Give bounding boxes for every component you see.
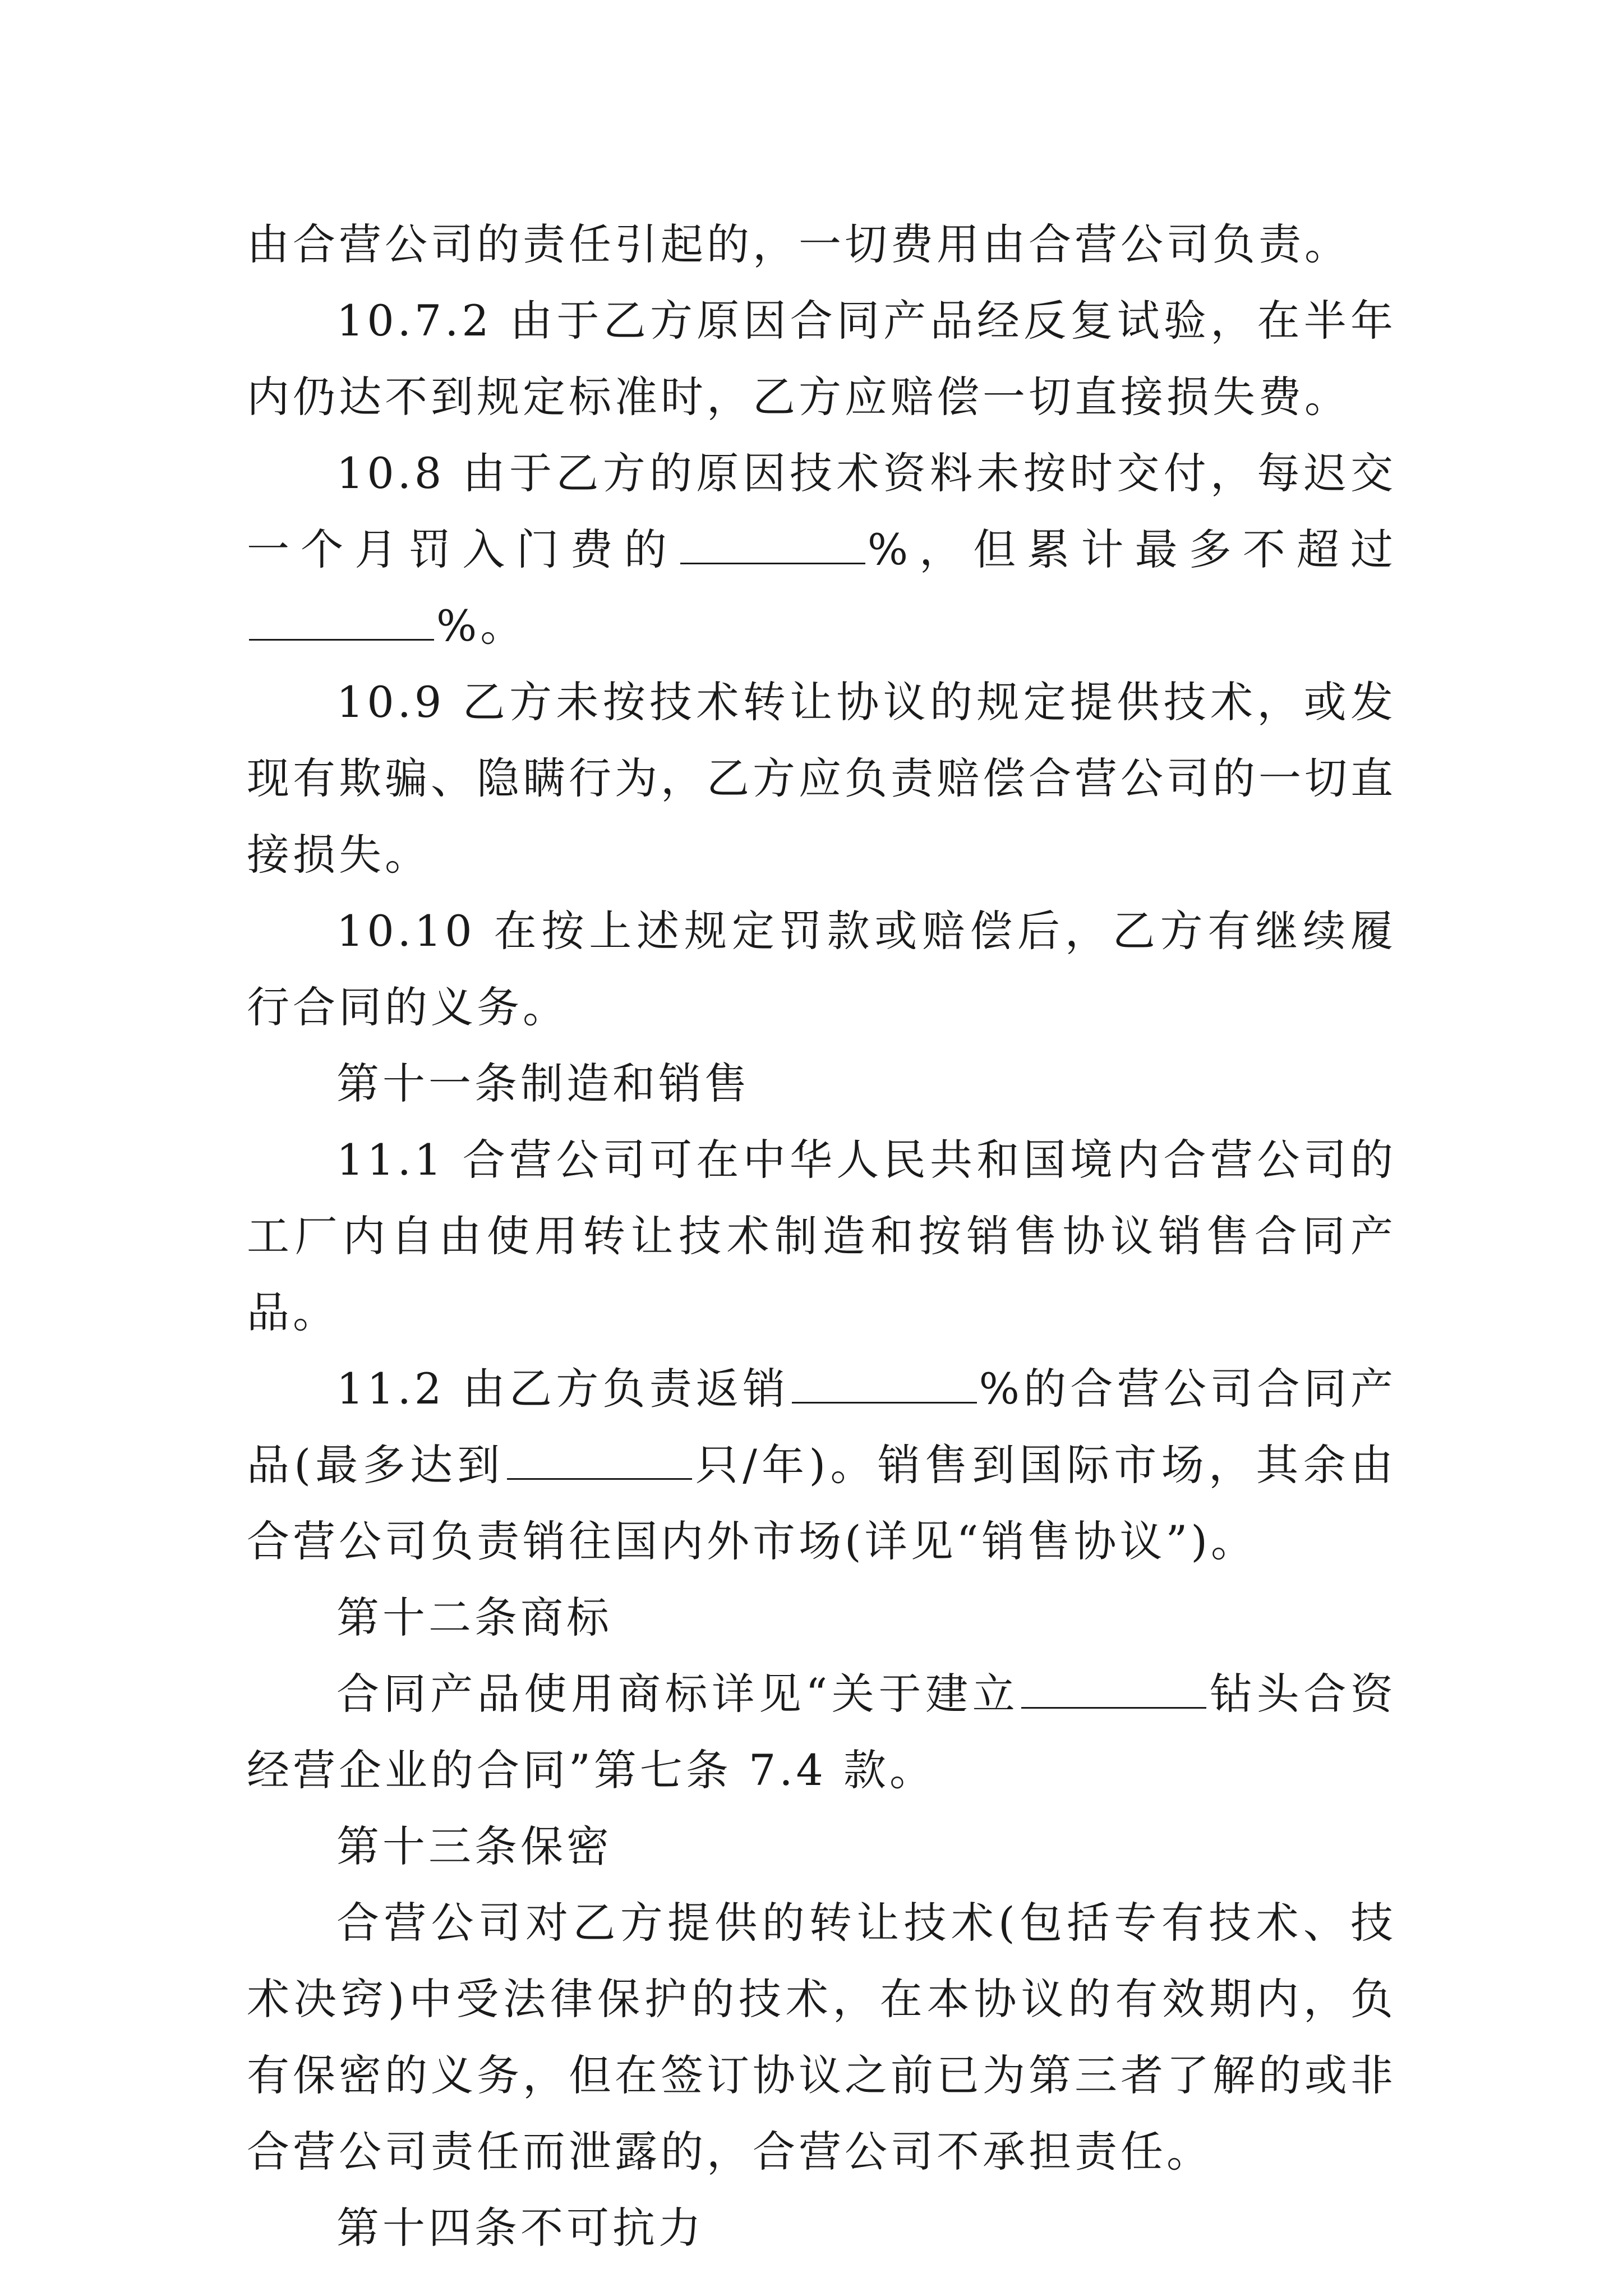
document-body	[247, 206, 1396, 2266]
paragraph-10-7-2	[247, 283, 1396, 435]
text-segment: 钻头合资经营企业的合同”第七条 7.4 款。	[247, 1669, 1397, 1795]
paragraph-11-1	[247, 1122, 1396, 1351]
text-segment: 第十一条制造和销售	[336, 1059, 750, 1108]
text-segment: 只/年)。销售到国际市场，其余由合营公司负责销往国内外市场(详见“销售协议”)。	[247, 1440, 1396, 1566]
text-segment: %。	[436, 601, 527, 651]
paragraph-10-9	[247, 664, 1396, 893]
blank-field	[249, 604, 434, 641]
text-segment: 10.7.2 由于乙方原因合同产品经反复试验，在半年内仍达不到规定标准时，乙方应赔偿一切直接损失费。	[247, 296, 1396, 422]
section-heading-12	[247, 1580, 1396, 1656]
paragraph-trademark	[247, 1656, 1396, 1809]
paragraph-confidentiality	[247, 1885, 1396, 2190]
text-segment: 10.10 在按上述规定罚款或赔偿后，乙方有继续履行合同的义务。	[247, 906, 1396, 1032]
text-segment: 第十二条商标	[336, 1593, 612, 1642]
paragraph-10-10	[247, 893, 1396, 1046]
text-segment: 第十四条不可抗力	[336, 2203, 704, 2253]
blank-field	[792, 1367, 977, 1404]
blank-field	[680, 528, 865, 564]
paragraph-cost-responsibility	[247, 206, 1396, 283]
text-segment: 11.2 由乙方负责返销	[336, 1364, 790, 1414]
text-segment: %，但累计最多不超过	[867, 524, 1397, 574]
text-segment: 由合营公司的责任引起的，一切费用由合营公司负责。	[247, 219, 1350, 269]
text-segment: 合营公司对乙方提供的转让技术(包括专有技术、技术决窍)中受法律保护的技术，在本协议的有效期内，负有保密的义务，但在签订协议之前已为第三者了解的或非合营公司责任而泄露的，合营公司不承担责任。	[247, 1898, 1396, 2177]
section-heading-13	[247, 1809, 1396, 1885]
text-segment: 11.1 合营公司可在中华人民共和国境内合营公司的工厂内自由使用转让技术制造和按销售协议销售合同产品。	[247, 1135, 1396, 1337]
blank-field	[1021, 1672, 1206, 1709]
text-segment: 10.8 由于乙方的原因技术资料未按时交付，每迟交一个月罚入门费的	[247, 448, 1396, 574]
text-segment: %的合营公司合同产品(最多达到	[247, 1364, 1396, 1490]
text-segment: 合同产品使用商标详见“关于建立	[336, 1669, 1020, 1719]
section-heading-14	[247, 2190, 1396, 2266]
blank-field	[507, 1443, 692, 1480]
section-heading-11	[247, 1046, 1396, 1122]
text-segment: 第十三条保密	[336, 1821, 612, 1871]
text-segment: 10.9 乙方未按技术转让协议的规定提供技术，或发现有欺骗、隐瞒行为，乙方应负责赔偿合营公司的一切直接损失。	[247, 677, 1396, 880]
paragraph-11-2	[247, 1351, 1396, 1580]
paragraph-10-8	[247, 435, 1396, 664]
